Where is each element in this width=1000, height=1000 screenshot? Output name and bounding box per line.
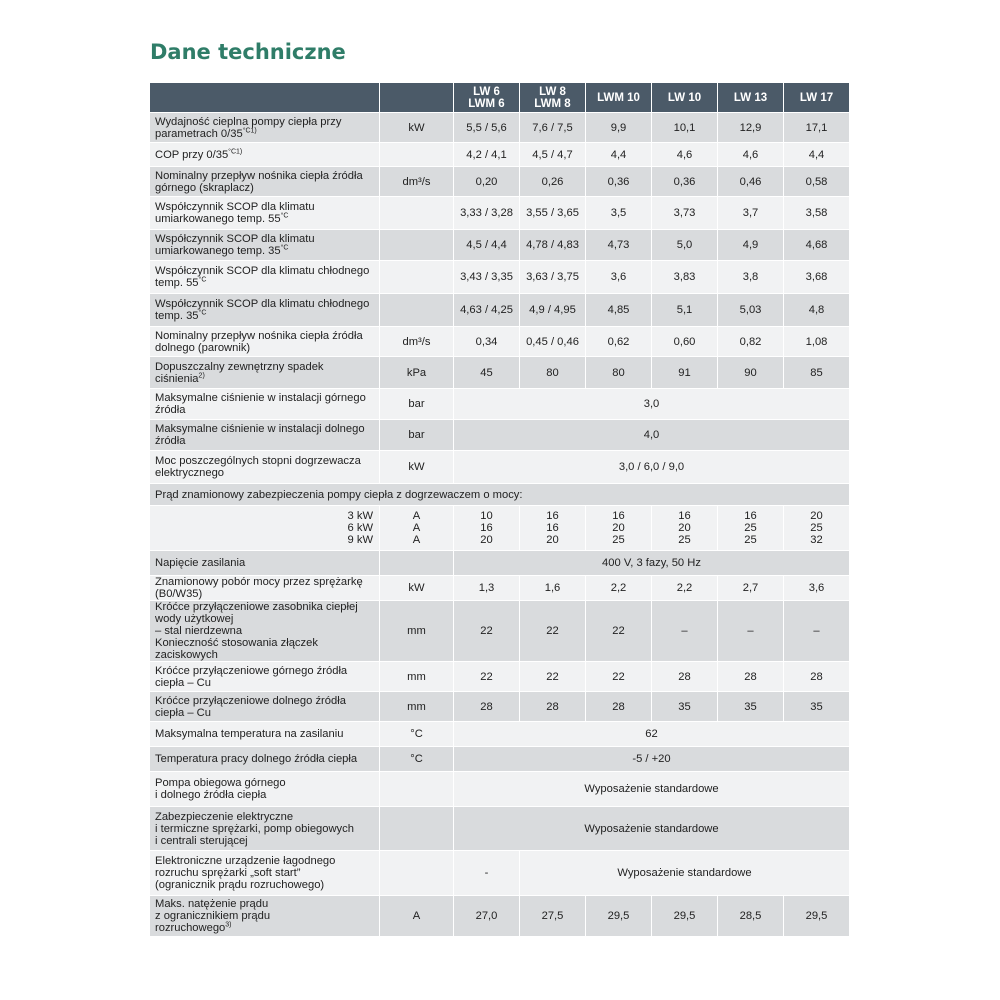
value-cell: 16 25 25 <box>718 506 784 551</box>
value-cell: 3,5 <box>586 197 652 230</box>
unit-cell <box>380 807 454 851</box>
unit-cell: kW <box>380 576 454 601</box>
unit-cell <box>380 294 454 327</box>
value-cell: – <box>784 601 850 662</box>
value-cell: – <box>652 601 718 662</box>
param-label: Maksymalne ciśnienie w instalacji dolnego źródła <box>150 420 380 451</box>
value-cell: 5,03 <box>718 294 784 327</box>
unit-cell: A <box>380 896 454 937</box>
value-cell: 28,5 <box>718 896 784 937</box>
value-cell: 0,60 <box>652 327 718 357</box>
table-row <box>150 197 850 230</box>
table-row <box>150 722 850 747</box>
value-cell: 22 <box>454 601 520 662</box>
table-row <box>150 294 850 327</box>
value-cell: 0,62 <box>586 327 652 357</box>
current-values-row <box>150 506 850 551</box>
section-header-row <box>150 484 850 506</box>
param-label: Maks. natężenie prądu z ogranicznikiem prądu rozruchowego$^{3)}$ <box>150 896 380 937</box>
value-cell: 22 <box>454 662 520 692</box>
value-cell: 17,1 <box>784 113 850 143</box>
value-cell: 4,9 / 4,95 <box>520 294 586 327</box>
value-cell: 0,45 / 0,46 <box>520 327 586 357</box>
value-cell: 10 16 20 <box>454 506 520 551</box>
unit-cell: bar <box>380 389 454 420</box>
value-cell: 5,5 / 5,6 <box>454 113 520 143</box>
merged-value-cell: 62 <box>454 722 850 747</box>
footnote-marker: °C <box>280 212 289 220</box>
param-label: Maksymalna temperatura na zasilaniu <box>150 722 380 747</box>
param-label: Współczynnik SCOP dla klimatu umiarkowanego temp. $35^{^\circ C}$ <box>150 230 380 261</box>
unit-cell: mm <box>380 601 454 662</box>
footnote-marker: °C <box>198 276 207 284</box>
param-label: Znamionowy pobór mocy przez sprężarkę (B0/W35) <box>150 576 380 601</box>
footnote-marker: °C <box>280 244 289 252</box>
value-cell: - <box>454 851 520 896</box>
unit-cell <box>380 230 454 261</box>
value-cell: 29,5 <box>784 896 850 937</box>
param-label: Dopuszczalny zewnętrzny spadek ciśnienia$^{2)}$ <box>150 357 380 389</box>
unit-cell: °C <box>380 722 454 747</box>
value-cell: 9,9 <box>586 113 652 143</box>
unit-cell: dm³/s <box>380 167 454 197</box>
value-cell: 0,34 <box>454 327 520 357</box>
value-cell: 1,6 <box>520 576 586 601</box>
footnote-marker: 2) <box>198 371 205 379</box>
value-cell: 3,6 <box>586 261 652 294</box>
footnote-marker: °C1) <box>228 147 243 155</box>
value-cell: 16 20 25 <box>652 506 718 551</box>
value-cell: 22 <box>586 662 652 692</box>
merged-value-cell: -5 / +20 <box>454 747 850 772</box>
value-cell: 29,5 <box>586 896 652 937</box>
value-cell: 28 <box>520 692 586 722</box>
merged-value-cell: 3,0 / 6,0 / 9,0 <box>454 451 850 484</box>
value-cell: 28 <box>454 692 520 722</box>
value-cell: 4,2 / 4,1 <box>454 143 520 167</box>
value-cell: 1,3 <box>454 576 520 601</box>
table-row <box>150 896 850 937</box>
value-cell: 4,5 / 4,7 <box>520 143 586 167</box>
value-cell: 3,8 <box>718 261 784 294</box>
param-label: Króćce przyłączeniowe dolnego źródła ciepła – Cu <box>150 692 380 722</box>
param-label: Temperatura pracy dolnego źródła ciepła <box>150 747 380 772</box>
value-cell: 3,68 <box>784 261 850 294</box>
value-cell: 27,0 <box>454 896 520 937</box>
unit-cell: kW <box>380 113 454 143</box>
value-cell: 2,2 <box>652 576 718 601</box>
value-cell: 1,08 <box>784 327 850 357</box>
value-cell: 5,0 <box>652 230 718 261</box>
value-cell: 4,78 / 4,83 <box>520 230 586 261</box>
table-row <box>150 261 850 294</box>
param-label: Współczynnik SCOP dla klimatu chłodnego temp. $55^{^\circ C}$ <box>150 261 380 294</box>
value-cell: 3,33 / 3,28 <box>454 197 520 230</box>
header-model-1: LW 8 LWM 8 <box>520 83 586 113</box>
value-cell: 22 <box>520 662 586 692</box>
param-label: Nominalny przepływ nośnika ciepła źródła dolnego (parownik) <box>150 327 380 357</box>
section-label: Prąd znamionowy zabezpieczenia pompy ciepła z dogrzewaczem o mocy: <box>150 484 850 506</box>
value-cell: 3,7 <box>718 197 784 230</box>
value-cell: 4,63 / 4,25 <box>454 294 520 327</box>
value-cell: 3,58 <box>784 197 850 230</box>
unit-cell: °C <box>380 747 454 772</box>
value-cell: 4,4 <box>784 143 850 167</box>
footnote-marker: 3) <box>225 921 232 929</box>
value-cell: 2,2 <box>586 576 652 601</box>
value-cell: 12,9 <box>718 113 784 143</box>
value-cell: 91 <box>652 357 718 389</box>
param-label: Zabezpieczenie elektryczne i termiczne sprężarki, pomp obiegowych i centrali sterującej <box>150 807 380 851</box>
table-row <box>150 389 850 420</box>
unit-cell: kW <box>380 451 454 484</box>
value-cell: 20 25 32 <box>784 506 850 551</box>
value-cell: 0,20 <box>454 167 520 197</box>
value-cell: 0,82 <box>718 327 784 357</box>
value-cell: 0,26 <box>520 167 586 197</box>
table-row <box>150 230 850 261</box>
value-cell: 7,6 / 7,5 <box>520 113 586 143</box>
value-cell: 29,5 <box>652 896 718 937</box>
param-label: Współczynnik SCOP dla klimatu chłodnego temp. $35^{^\circ C}$ <box>150 294 380 327</box>
unit-cell <box>380 772 454 807</box>
header-unit-cell <box>380 83 454 113</box>
param-label: Króćce przyłączeniowe zasobnika ciepłej wody użytkowej – stal nierdzewna Konieczność stosowania złączek zaciskowych <box>150 601 380 662</box>
table-row <box>150 451 850 484</box>
value-cell: 4,8 <box>784 294 850 327</box>
table-row <box>150 327 850 357</box>
param-label: Nominalny przepływ nośnika ciepła źródła górnego (skraplacz) <box>150 167 380 197</box>
value-cell: 28 <box>718 662 784 692</box>
value-cell: 4,4 <box>586 143 652 167</box>
unit-cell: dm³/s <box>380 327 454 357</box>
unit-cell <box>380 261 454 294</box>
value-cell: 28 <box>784 662 850 692</box>
value-cell: 28 <box>652 662 718 692</box>
unit-cell <box>380 143 454 167</box>
table-row <box>150 747 850 772</box>
unit-cell: mm <box>380 662 454 692</box>
table-row <box>150 167 850 197</box>
param-label: Elektroniczne urządzenie łagodnego rozruchu sprężarki „soft start” (ogranicznik prądu rozruchowego) <box>150 851 380 896</box>
param-label: Współczynnik SCOP dla klimatu umiarkowanego temp. $55^{^\circ C}$ <box>150 197 380 230</box>
value-cell: 10,1 <box>652 113 718 143</box>
value-cell: 35 <box>784 692 850 722</box>
table-row <box>150 420 850 451</box>
footnote-marker: °C1) <box>242 126 257 134</box>
header-param-cell <box>150 83 380 113</box>
value-cell: 27,5 <box>520 896 586 937</box>
value-cell: 80 <box>520 357 586 389</box>
value-cell: 35 <box>652 692 718 722</box>
value-cell: 4,9 <box>718 230 784 261</box>
value-cell: 0,36 <box>652 167 718 197</box>
table-row <box>150 807 850 851</box>
value-cell: 3,83 <box>652 261 718 294</box>
value-cell: 90 <box>718 357 784 389</box>
header-model-3: LW 10 <box>652 83 718 113</box>
unit-cell: mm <box>380 692 454 722</box>
value-cell: 16 20 25 <box>586 506 652 551</box>
merged-value-cell: 3,0 <box>454 389 850 420</box>
table-row <box>150 143 850 167</box>
value-cell: 4,5 / 4,4 <box>454 230 520 261</box>
table-row <box>150 772 850 807</box>
value-cell: – <box>718 601 784 662</box>
param-label: Wydajność cieplna pompy ciepła przy parametrach $0/35^{^\circ C1)}$ <box>150 113 380 143</box>
header-row <box>150 83 850 113</box>
value-cell: 22 <box>586 601 652 662</box>
table-row <box>150 662 850 692</box>
unit-cell <box>380 551 454 576</box>
value-cell: 3,43 / 3,35 <box>454 261 520 294</box>
value-cell: 4,68 <box>784 230 850 261</box>
value-cell: 3,55 / 3,65 <box>520 197 586 230</box>
merged-value-cell: Wyposażenie standardowe <box>454 772 850 807</box>
value-cell: 4,73 <box>586 230 652 261</box>
value-cell: 80 <box>586 357 652 389</box>
technical-data-table <box>149 82 850 937</box>
merged-value-cell: Wyposażenie standardowe <box>454 807 850 851</box>
header-model-4: LW 13 <box>718 83 784 113</box>
param-label: Maksymalne ciśnienie w instalacji górnego źródła <box>150 389 380 420</box>
merged-value-cell: 400 V, 3 fazy, 50 Hz <box>454 551 850 576</box>
table-row <box>150 551 850 576</box>
unit-cell <box>380 851 454 896</box>
merged-value-cell: 4,0 <box>454 420 850 451</box>
header-model-0: LW 6 LWM 6 <box>454 83 520 113</box>
value-cell: 35 <box>718 692 784 722</box>
param-label: Pompa obiegowa górnego i dolnego źródła ciepła <box>150 772 380 807</box>
unit-cell: kPa <box>380 357 454 389</box>
table-row <box>150 851 850 896</box>
page-title: Dane techniczne <box>150 40 346 64</box>
value-cell: 2,7 <box>718 576 784 601</box>
param-label: Napięcie zasilania <box>150 551 380 576</box>
value-cell: 5,1 <box>652 294 718 327</box>
value-cell: 4,85 <box>586 294 652 327</box>
table-row <box>150 692 850 722</box>
param-label: Króćce przyłączeniowe górnego źródła ciepła – Cu <box>150 662 380 692</box>
value-cell: 3,6 <box>784 576 850 601</box>
param-label: Moc poszczególnych stopni dogrzewacza elektrycznego <box>150 451 380 484</box>
param-label: COP przy $0/35^{^\circ C1)}$ <box>150 143 380 167</box>
value-cell: 4,6 <box>652 143 718 167</box>
value-cell: 0,36 <box>586 167 652 197</box>
value-cell: 28 <box>586 692 652 722</box>
unit-cell: A A A <box>380 506 454 551</box>
table-row <box>150 601 850 662</box>
merged-value-cell: Wyposażenie standardowe <box>520 851 850 896</box>
value-cell: 4,6 <box>718 143 784 167</box>
header-model-2: LWM 10 <box>586 83 652 113</box>
unit-cell: bar <box>380 420 454 451</box>
heater-power-labels: 3 kW 6 kW 9 kW <box>150 506 380 551</box>
value-cell: 3,73 <box>652 197 718 230</box>
value-cell: 85 <box>784 357 850 389</box>
header-model-5: LW 17 <box>784 83 850 113</box>
value-cell: 45 <box>454 357 520 389</box>
footnote-marker: °C <box>198 309 207 317</box>
value-cell: 0,46 <box>718 167 784 197</box>
unit-cell <box>380 197 454 230</box>
value-cell: 0,58 <box>784 167 850 197</box>
table-row <box>150 113 850 143</box>
value-cell: 3,63 / 3,75 <box>520 261 586 294</box>
value-cell: 16 16 20 <box>520 506 586 551</box>
table-row <box>150 576 850 601</box>
table-row <box>150 357 850 389</box>
value-cell: 22 <box>520 601 586 662</box>
